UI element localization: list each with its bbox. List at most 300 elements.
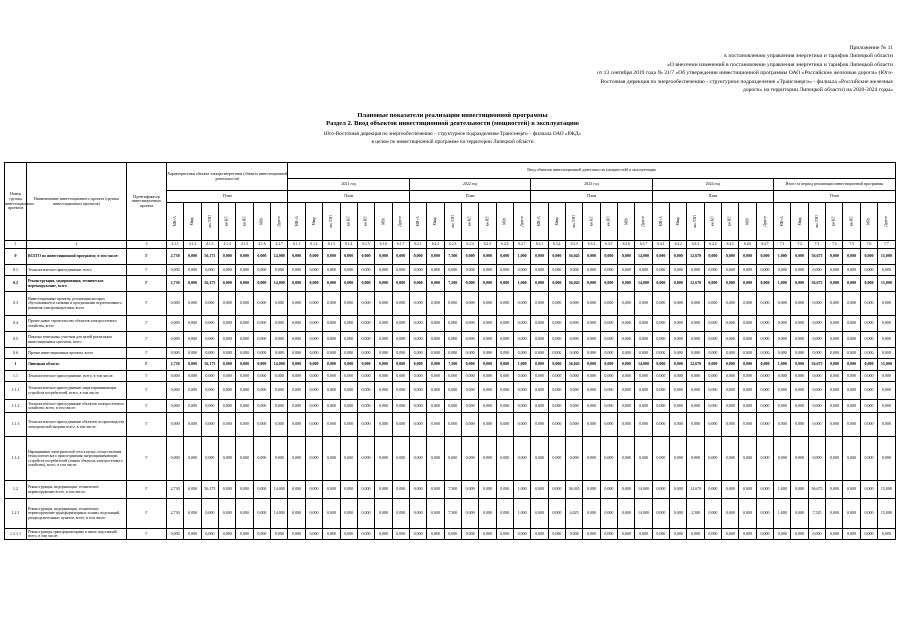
row-value: 0,000 — [843, 400, 860, 413]
row-value: 0,000 — [791, 499, 808, 529]
header-unit — [739, 203, 756, 241]
column-number: 6.3.1 — [531, 241, 548, 249]
row-value: 0,000 — [271, 371, 288, 382]
row-value: 36,045 — [565, 359, 582, 371]
row-value: 0,000 — [201, 529, 218, 540]
row-value: 0,000 — [253, 529, 270, 540]
row-value: 0,000 — [427, 316, 444, 332]
row-value: 0,000 — [427, 371, 444, 382]
header-unit — [791, 203, 808, 241]
column-number: 4.1.6 — [253, 241, 270, 249]
header-unit-label: МВт — [381, 217, 386, 226]
row-value: 0,000 — [219, 359, 236, 371]
row-value: 0,000 — [236, 382, 253, 400]
column-number: 6.2.7 — [513, 241, 530, 249]
row-value: 0,000 — [253, 249, 270, 265]
row-value: 0,000 — [305, 371, 322, 382]
row-value: 0,000 — [565, 292, 582, 316]
row-value: 0,000 — [461, 529, 478, 540]
row-value: 0,000 — [253, 292, 270, 316]
row-value: 0,000 — [600, 292, 617, 316]
row-value: 0,000 — [808, 437, 825, 481]
row-value: 0,000 — [357, 276, 374, 292]
row-value: 0,000 — [253, 348, 270, 359]
row-value: 0,000 — [253, 316, 270, 332]
table-row — [5, 382, 896, 400]
row-value: 0,000 — [739, 529, 756, 540]
row-value: 0,000 — [791, 332, 808, 348]
row-value: 0,000 — [756, 437, 773, 481]
row-value: 0,000 — [444, 292, 461, 316]
row-value: 0,000 — [305, 249, 322, 265]
header-plan: План — [167, 191, 288, 203]
row-value: 0,000 — [704, 359, 721, 371]
header-unit-label: Другое — [519, 216, 524, 227]
row-value: 0,000 — [843, 371, 860, 382]
appendix-line: дороги» на территории Липецкой области) на 2020-2024 годы» — [742, 87, 893, 94]
row-value: 0,000 — [323, 371, 340, 382]
row-value: 0,000 — [860, 292, 877, 316]
row-value: 0,000 — [687, 400, 704, 413]
row-value: 0,000 — [670, 499, 687, 529]
row-value: 0,000 — [219, 292, 236, 316]
appendix-line: «О внесении изменений в постановление управления энергетики и тарифов Липецкой области — [667, 61, 893, 68]
row-value: 2,730 — [167, 359, 184, 371]
row-value: 0,000 — [496, 332, 513, 348]
row-value: 0,000 — [704, 316, 721, 332]
row-value: 0,000 — [461, 276, 478, 292]
row-value: 0,000 — [305, 382, 322, 400]
row-value: 0,000 — [271, 529, 288, 540]
row-value: 0,000 — [409, 437, 426, 481]
row-value: 0,000 — [357, 348, 374, 359]
row-value: 0,000 — [479, 499, 496, 529]
row-value: 0,000 — [739, 316, 756, 332]
column-number: 3 — [127, 241, 167, 249]
row-value: 0,000 — [288, 316, 305, 332]
row-value: 0,000 — [409, 265, 426, 276]
row-value: 0,000 — [288, 359, 305, 371]
row-value: 1,000 — [513, 359, 530, 371]
row-value: 0,000 — [513, 400, 530, 413]
row-value: 0,000 — [323, 437, 340, 481]
row-value: 0,000 — [253, 481, 270, 499]
row-value: 0,000 — [826, 529, 843, 540]
row-value: 0,000 — [288, 292, 305, 316]
row-value: 0,000 — [201, 371, 218, 382]
column-number: 7.3 — [808, 241, 825, 249]
row-value: 0,000 — [670, 348, 687, 359]
row-value: 0,000 — [219, 499, 236, 529]
row-value: 0,000 — [878, 316, 896, 332]
row-number: 1.2.1.1 — [5, 529, 27, 540]
header-unit-label: Другое — [641, 216, 646, 227]
row-value: 0,000 — [323, 499, 340, 529]
row-value: 0,000 — [583, 265, 600, 276]
row-value: 0,000 — [565, 437, 582, 481]
row-value: 0,000 — [774, 316, 791, 332]
table-row — [5, 481, 896, 499]
header-unit-label: км ЛЭП — [693, 215, 698, 228]
header-unit — [236, 203, 253, 241]
row-value: 1,000 — [774, 359, 791, 371]
row-value: 0,000 — [843, 481, 860, 499]
row-value: 0,000 — [565, 382, 582, 400]
row-value: 0,000 — [860, 359, 877, 371]
row-value: 0,000 — [427, 292, 444, 316]
row-value: 0,000 — [826, 276, 843, 292]
row-value: 0,000 — [722, 292, 739, 316]
row-value: 0,000 — [791, 359, 808, 371]
row-value: 0,000 — [548, 359, 565, 371]
column-number: 6.3.4 — [583, 241, 600, 249]
column-number: 6.3.2 — [548, 241, 565, 249]
row-value: 0,000 — [808, 382, 825, 400]
table-row — [5, 371, 896, 382]
row-value: 0,000 — [201, 265, 218, 276]
row-value: 0,000 — [548, 529, 565, 540]
row-value: 0,000 — [271, 332, 288, 348]
row-value: 56,675 — [808, 359, 825, 371]
row-value: 0,000 — [444, 332, 461, 348]
row-value: 0,000 — [427, 359, 444, 371]
investment-table — [4, 162, 896, 540]
row-value: 0,000 — [323, 249, 340, 265]
row-value: 0,000 — [479, 249, 496, 265]
row-value: 0,000 — [427, 413, 444, 437]
row-value: 7,500 — [444, 359, 461, 371]
row-value: 0,000 — [635, 332, 652, 348]
row-value: 0,000 — [496, 481, 513, 499]
row-value: 0,000 — [236, 481, 253, 499]
row-number: 1 — [5, 359, 27, 371]
row-value: 2,730 — [167, 481, 184, 499]
row-value: 0,000 — [635, 316, 652, 332]
header-unit — [409, 203, 426, 241]
row-value: 0,000 — [860, 276, 877, 292]
row-value: 0,000 — [496, 382, 513, 400]
row-value: 0,000 — [687, 316, 704, 332]
row-value: 0,000 — [722, 348, 739, 359]
row-value: 0,000 — [236, 400, 253, 413]
row-value: 0,000 — [756, 529, 773, 540]
row-value: 1,000 — [774, 276, 791, 292]
row-value: 0,000 — [583, 481, 600, 499]
header-unit — [427, 203, 444, 241]
row-value: 0,000 — [461, 265, 478, 276]
row-value: 0,000 — [618, 382, 635, 400]
column-number: 6.4.7 — [756, 241, 773, 249]
row-value: 0,000 — [253, 371, 270, 382]
row-value: 0,000 — [531, 332, 548, 348]
row-value: 0,000 — [878, 332, 896, 348]
row-name: Прочие инвестиционные проекты, всего — [27, 348, 127, 359]
row-value: 1,000 — [513, 481, 530, 499]
row-value: 0,000 — [565, 332, 582, 348]
row-value: 0,000 — [357, 359, 374, 371]
row-value: 0,000 — [253, 499, 270, 529]
header-unit-label: Мвар — [433, 217, 438, 226]
row-value: 0,000 — [531, 316, 548, 332]
header-unit-label: МВт — [259, 217, 264, 226]
row-number: 1.1 — [5, 371, 27, 382]
row-value: 14,000 — [635, 276, 652, 292]
row-value: 0,000 — [722, 332, 739, 348]
row-value: 0,000 — [670, 382, 687, 400]
row-value: 0,000 — [808, 316, 825, 332]
row-value: 0,000 — [236, 332, 253, 348]
row-value: 0,000 — [583, 400, 600, 413]
row-value: 0,000 — [305, 481, 322, 499]
row-value: 0,000 — [357, 371, 374, 382]
row-name: Инвестиционные проекты, реализация которых обуславливается схемами и программами перспективного развития электроэнергетики, всего — [27, 292, 127, 316]
row-value: 0,000 — [409, 316, 426, 332]
header-unit-label: МВт — [623, 217, 628, 226]
row-value: 0,000 — [201, 400, 218, 413]
row-value: 0,000 — [323, 382, 340, 400]
row-value: 0,000 — [843, 382, 860, 400]
row-value: 14,000 — [635, 359, 652, 371]
row-value: 0,000 — [444, 316, 461, 332]
header-unit-label: Другое — [884, 216, 889, 227]
row-value: 0,000 — [635, 437, 652, 481]
column-number: 6.2.4 — [461, 241, 478, 249]
row-value: 0,000 — [392, 316, 409, 332]
row-id: Г — [127, 481, 167, 499]
row-value: 0,000 — [479, 348, 496, 359]
row-value: 0,000 — [531, 276, 548, 292]
row-value: 0,000 — [618, 499, 635, 529]
row-value: 0,000 — [583, 249, 600, 265]
row-value: 0,000 — [670, 529, 687, 540]
row-value: 0,000 — [184, 371, 201, 382]
row-value: 0,000 — [583, 371, 600, 382]
row-value: 0,000 — [531, 413, 548, 437]
row-value: 0,000 — [340, 400, 357, 413]
row-value: 0,000 — [635, 348, 652, 359]
row-value: 0,000 — [513, 382, 530, 400]
header-unit-label: МВ×А — [537, 216, 542, 227]
row-value: 0,000 — [496, 413, 513, 437]
header-unit — [531, 203, 548, 241]
row-value: 0,000 — [600, 316, 617, 332]
row-value: 0,000 — [305, 359, 322, 371]
row-value: 0,000 — [409, 499, 426, 529]
column-number: 6.4.3 — [687, 241, 704, 249]
row-value: 0,000 — [722, 499, 739, 529]
row-value: 0,000 — [600, 265, 617, 276]
row-value: 0,000 — [548, 371, 565, 382]
row-value: 0,000 — [461, 359, 478, 371]
table-body — [5, 249, 896, 540]
header-unit — [461, 203, 478, 241]
row-value: 0,000 — [184, 499, 201, 529]
table-row — [5, 437, 896, 481]
document-title — [0, 112, 905, 128]
row-value: 0,000 — [878, 348, 896, 359]
subtitle-line: в целом по инвестиционной программе на территории Липецкой области — [371, 138, 534, 145]
row-value: 0,000 — [288, 348, 305, 359]
row-value: 0,000 — [288, 529, 305, 540]
row-value: 0,000 — [219, 371, 236, 382]
column-number: 2 — [27, 241, 127, 249]
row-value: 0,000 — [184, 348, 201, 359]
row-value: 0,000 — [756, 332, 773, 348]
row-value: 0,000 — [739, 481, 756, 499]
row-value: 0,000 — [739, 400, 756, 413]
row-value: 0,000 — [756, 481, 773, 499]
row-value: 0,000 — [513, 413, 530, 437]
row-value: 0,000 — [461, 292, 478, 316]
row-value: 0,000 — [340, 265, 357, 276]
row-value: 0,000 — [409, 249, 426, 265]
row-value: 0,000 — [461, 332, 478, 348]
row-value: 0,000 — [565, 265, 582, 276]
column-number: 6.1.3 — [323, 241, 340, 249]
row-value: 0,000 — [739, 359, 756, 371]
row-value: 0,000 — [375, 400, 392, 413]
row-value: 0,000 — [323, 332, 340, 348]
row-value: 0,000 — [184, 400, 201, 413]
row-value: 0,000 — [600, 529, 617, 540]
row-value: 0,000 — [184, 437, 201, 481]
row-value: 0,000 — [375, 316, 392, 332]
header-unit — [288, 203, 305, 241]
row-value: 56,675 — [808, 481, 825, 499]
row-value: 0,000 — [635, 292, 652, 316]
row-value: 0,000 — [791, 437, 808, 481]
header-unit — [219, 203, 236, 241]
header-unit-label: МВт — [502, 217, 507, 226]
row-id: Г — [127, 332, 167, 348]
row-value: 0,000 — [409, 371, 426, 382]
row-value: 0,000 — [340, 371, 357, 382]
row-value: 0,000 — [479, 382, 496, 400]
row-value: 0,000 — [305, 348, 322, 359]
row-value: 0,000 — [305, 499, 322, 529]
header-plan: План — [774, 191, 896, 203]
row-value: 0,000 — [357, 382, 374, 400]
row-value: 0,000 — [340, 529, 357, 540]
row-value: 0,000 — [323, 359, 340, 371]
row-value: 0,000 — [409, 359, 426, 371]
row-value: 0,000 — [791, 529, 808, 540]
row-value: 0,000 — [652, 348, 669, 359]
row-id: Г — [127, 265, 167, 276]
row-number: 0.4 — [5, 316, 27, 332]
header-unit — [253, 203, 270, 241]
row-value: 0,000 — [479, 371, 496, 382]
row-value: 0,000 — [583, 529, 600, 540]
row-value: 0,000 — [687, 382, 704, 400]
row-value: 36,045 — [565, 276, 582, 292]
row-value: 0,000 — [496, 499, 513, 529]
header-unit-label: км КЛ — [832, 216, 837, 227]
column-number: 6.3.6 — [618, 241, 635, 249]
row-value: 0,000 — [739, 348, 756, 359]
row-value: 0,000 — [479, 292, 496, 316]
row-value: 14,000 — [635, 481, 652, 499]
header-plan: План — [288, 191, 409, 203]
row-value: 0,000 — [565, 348, 582, 359]
row-value: 0,000 — [739, 292, 756, 316]
row-number: 0.2 — [5, 276, 27, 292]
row-value: 0,000 — [219, 382, 236, 400]
header-unit — [808, 203, 825, 241]
row-value: 0,000 — [652, 276, 669, 292]
row-value: 0,000 — [409, 413, 426, 437]
row-value: 0,000 — [687, 265, 704, 276]
header-unit — [756, 203, 773, 241]
header-unit-label: км ЛЭП — [329, 215, 334, 228]
row-value: 0,000 — [565, 529, 582, 540]
row-value: 0,000 — [409, 400, 426, 413]
row-value: 0,000 — [271, 265, 288, 276]
row-value: 0,000 — [323, 413, 340, 437]
row-value: 0,000 — [739, 249, 756, 265]
row-value: 0,000 — [774, 332, 791, 348]
row-value: 0,000 — [427, 276, 444, 292]
row-value: 0,000 — [808, 400, 825, 413]
table-row — [5, 265, 896, 276]
header-unit-label: км КЛ — [467, 216, 472, 227]
header-unit — [305, 203, 322, 241]
row-value: 0,000 — [461, 400, 478, 413]
row-value: 0,000 — [392, 332, 409, 348]
row-value: 0,000 — [461, 249, 478, 265]
header-unit-label: км ЛЭП — [450, 215, 455, 228]
column-number: 6.2.2 — [427, 241, 444, 249]
row-value: 0,000 — [357, 400, 374, 413]
row-value: 0,000 — [774, 400, 791, 413]
row-value: 0,000 — [496, 348, 513, 359]
row-value: 0,000 — [878, 400, 896, 413]
header-unit-label: Другое — [398, 216, 403, 227]
row-value: 0,000 — [253, 382, 270, 400]
row-value: 0,000 — [600, 332, 617, 348]
row-value: 0,000 — [860, 413, 877, 437]
row-value: 7,500 — [444, 276, 461, 292]
header-unit — [323, 203, 340, 241]
row-value: 0,000 — [340, 481, 357, 499]
row-value: 0,000 — [531, 292, 548, 316]
row-value: 1,000 — [774, 481, 791, 499]
header-unit-label: км КЛ — [346, 216, 351, 227]
appendix-line: к постановлению управления энергетики и тарифов Липецкой области — [724, 53, 893, 60]
row-value: 0,000 — [548, 413, 565, 437]
row-value: 0,000 — [722, 316, 739, 332]
row-value: 0,000 — [357, 292, 374, 316]
row-value: 0,000 — [756, 316, 773, 332]
row-value: 0,000 — [548, 481, 565, 499]
row-value: 0,000 — [565, 400, 582, 413]
header-unit — [635, 203, 652, 241]
table-row — [5, 348, 896, 359]
row-value: 0,000 — [722, 400, 739, 413]
subtitle-line: Юго-Восточная дирекция по энергообеспечению – структурное подразделение Трансэнерго – филиала ОАО «РЖД» — [324, 131, 581, 137]
row-value: 0,000 — [704, 437, 721, 481]
row-value: 0,000 — [704, 265, 721, 276]
row-value: 0,000 — [340, 437, 357, 481]
row-value: 0,000 — [583, 382, 600, 400]
row-value: 0,000 — [288, 276, 305, 292]
row-value: 0,000 — [409, 348, 426, 359]
row-value: 0,000 — [392, 348, 409, 359]
row-value: 0,000 — [167, 265, 184, 276]
column-number: 4.1.4 — [219, 241, 236, 249]
header-unit-label: МВ×А — [779, 216, 784, 227]
row-value: 0,000 — [323, 400, 340, 413]
